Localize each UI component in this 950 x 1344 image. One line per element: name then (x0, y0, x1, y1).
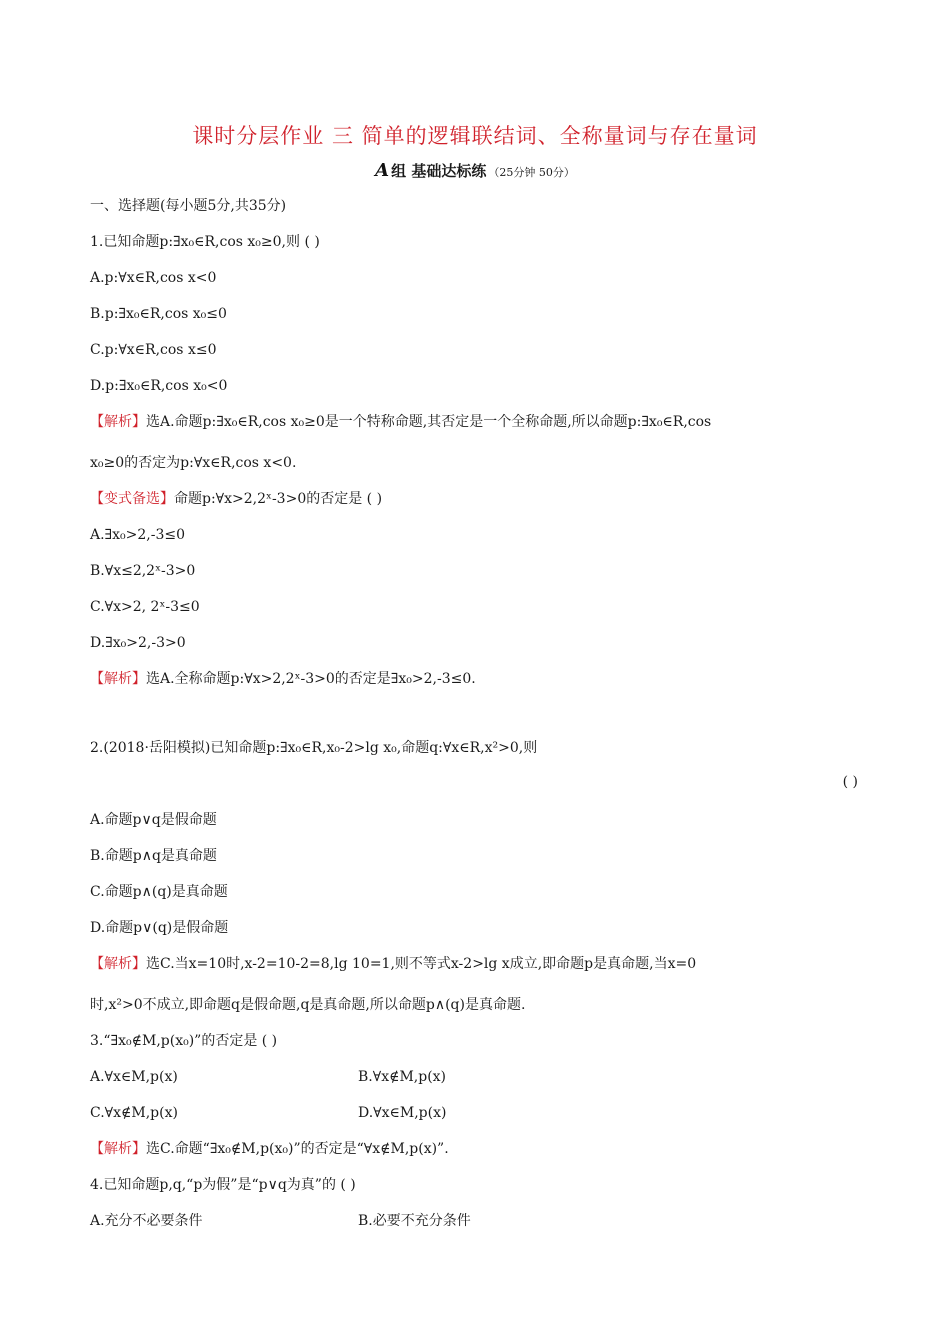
question-2: 2.(2018·岳阳模拟)已知命题p:∃x₀∈R,x₀-2>lg x₀,命题q:∀x∈R,x²>0,则 (90, 740, 538, 756)
q3-option-d: D.∀x∈M,p(x) (358, 1105, 447, 1121)
variant-option-a: A.∃x₀>2,-3≤0 (90, 527, 186, 543)
variant-analysis-text: 选A.全称命题p:∀x>2,2ˣ-3>0的否定是∃x₀>2,-3≤0. (146, 671, 476, 687)
q2-analysis-cont: 时,x²>0不成立,即命题q是假命题,q是真命题,所以命题p∧(q)是真命题. (90, 997, 526, 1013)
page-title: 课时分层作业 三 简单的逻辑联结词、全称量词与存在量词 (192, 124, 758, 148)
analysis-tag: 【解析】 (90, 956, 146, 972)
group-header (0, 160, 950, 181)
section-heading: 一、选择题(每小题5分,共35分) (90, 198, 287, 214)
variant-option-b: B.∀x≤2,2ˣ-3>0 (90, 563, 196, 579)
q1-analysis-text: 选A.命题p:∃x₀∈R,cos x₀≥0是一个特称命题,其否定是一个全称命题,所以命题p:∃x₀∈R,cos (146, 414, 712, 430)
question-3: 3.“∃x₀∉M,p(x₀)”的否定是 ( ) (90, 1033, 278, 1049)
analysis-tag: 【解析】 (90, 414, 146, 430)
q1-option-b: B.p:∃x₀∈R,cos x₀≤0 (90, 306, 227, 322)
q3-option-b: B.∀x∉M,p(x) (358, 1069, 447, 1085)
q3-analysis (90, 1139, 449, 1159)
q3-option-a: A.∀x∈M,p(x) (90, 1069, 178, 1085)
group-name: 组 基础达标练 (391, 162, 487, 180)
q1-analysis (90, 412, 711, 432)
q1-option-a: A.p:∀x∈R,cos x<0 (90, 270, 217, 286)
q2-option-c: C.命题p∧(q)是真命题 (90, 884, 228, 900)
q2-option-b: B.命题p∧q是真命题 (90, 848, 217, 864)
variant-question (90, 489, 382, 509)
q3-analysis-text: 选C.命题“∃x₀∉M,p(x₀)”的否定是“∀x∉M,p(x)”. (146, 1141, 449, 1157)
variant-analysis (90, 669, 476, 689)
variant-question-text: 命题p:∀x>2,2ˣ-3>0的否定是 ( ) (174, 491, 383, 507)
q2-analysis-text: 选C.当x=10时,x-2=10-2=8,lg 10=1,则不等式x-2>lg x成立,即命题p是真命题,当x=0 (146, 956, 697, 972)
q4-option-a: A.充分不必要条件 (90, 1213, 203, 1229)
q1-option-d: D.p:∃x₀∈R,cos x₀<0 (90, 378, 228, 394)
group-badge: A (375, 160, 390, 181)
q4-option-b: B.必要不充分条件 (358, 1213, 471, 1229)
q2-option-d: D.命题p∨(q)是假命题 (90, 920, 229, 936)
q3-option-c: C.∀x∉M,p(x) (90, 1105, 178, 1121)
q1-analysis-cont: x₀≥0的否定为p:∀x∈R,cos x<0. (90, 455, 297, 471)
group-time: （25分钟 50分） (488, 166, 575, 179)
q2-analysis (90, 954, 696, 974)
q2-answer-paren: ( ) (842, 774, 858, 790)
q2-option-a: A.命题p∨q是假命题 (90, 812, 217, 828)
question-4: 4.已知命题p,q,“p为假”是“p∨q为真”的 ( ) (90, 1177, 356, 1193)
analysis-tag: 【解析】 (90, 671, 146, 687)
analysis-tag: 【解析】 (90, 1141, 146, 1157)
variant-option-d: D.∃x₀>2,-3>0 (90, 635, 186, 651)
variant-tag: 【变式备选】 (90, 491, 174, 507)
question-1: 1.已知命题p:∃x₀∈R,cos x₀≥0,则 ( ) (90, 234, 320, 250)
variant-option-c: C.∀x>2, 2ˣ-3≤0 (90, 599, 200, 615)
q1-option-c: C.p:∀x∈R,cos x≤0 (90, 342, 217, 358)
